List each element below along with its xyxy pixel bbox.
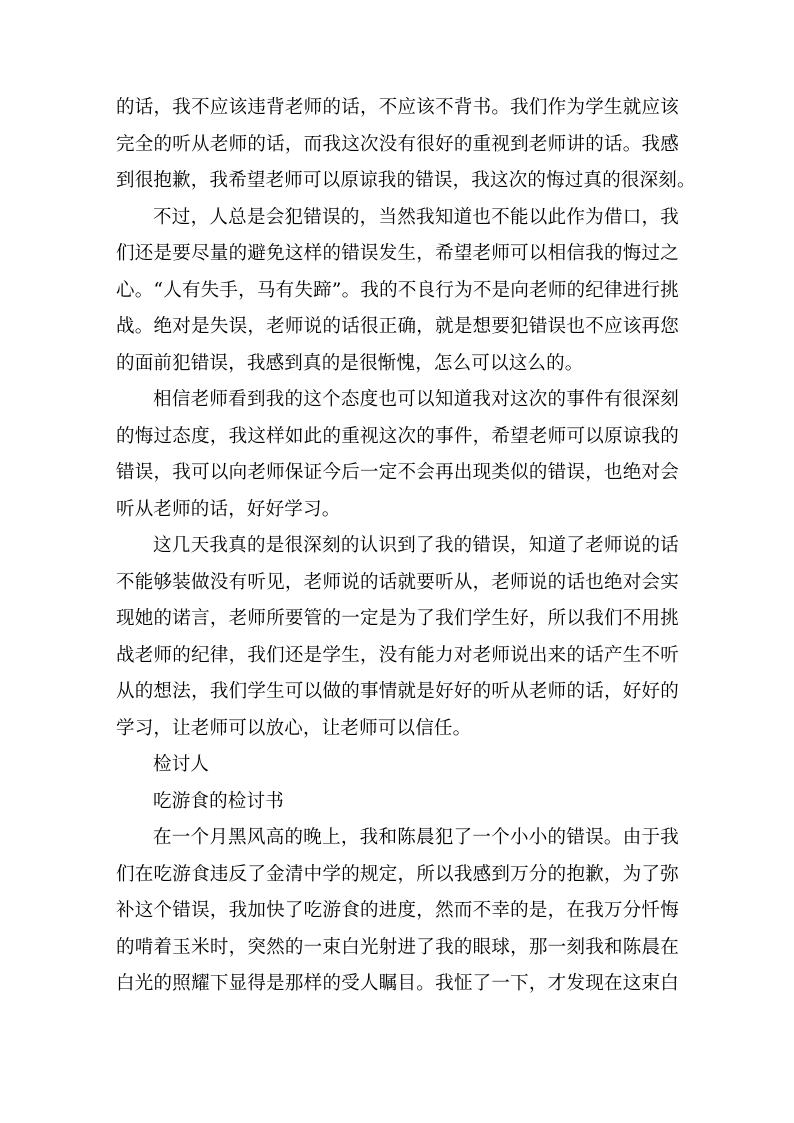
text-line: 错误，我可以向老师保证今后一定不会再出现类似的错误，也绝对会: [116, 462, 679, 483]
text-line: 现她的诺言，老师所要管的一定是为了我们学生好，所以我们不用挑: [116, 608, 679, 629]
document-page: [116, 90, 696, 1003]
paragraph-first-line: 不过，人总是会犯错误的，当然我知道也不能以此作为借口，我: [153, 206, 679, 228]
text-line: 的悔过态度，我这样如此的重视这次的事件，希望老师可以原谅我的: [116, 425, 679, 447]
text-line: 补这个错误，我加快了吃游食的进度，然而不幸的是，在我万分忏悔: [116, 900, 679, 921]
text-line: 的话，我不应该违背老师的话，不应该不背书。我们作为学生就应该: [116, 97, 679, 118]
section-title: 吃游食的检讨书: [153, 790, 284, 812]
paragraph-first-line: 相信老师看到我的这个态度也可以知道我对这次的事件有很深刻: [153, 389, 679, 410]
text-line: 战。绝对是失误，老师说的话很正确，就是想要犯错误也不应该再您: [116, 316, 679, 337]
paragraph-last-line: 的面前犯错误，我感到真的是很惭愧，怎么可以这么的。: [116, 352, 584, 374]
text-line: 完全的听从老师的话，而我这次没有很好的重视到老师讲的话。我感: [116, 133, 679, 155]
text-line: 到很抱歉，我希望老师可以原谅我的错误，我这次的悔过真的很深刻。: [116, 170, 696, 191]
text-line: 们还是要尽量的避免这样的错误发生，希望老师可以相信我的悔过之: [116, 243, 679, 264]
text-line: 心。“人有失手，马有失蹄”。我的不良行为不是向老师的纪律进行挑: [116, 279, 679, 301]
paragraph-first-line: 在一个月黑风高的晚上，我和陈晨犯了一个小小的错误。由于我: [153, 827, 679, 848]
text-line: 从的想法，我们学生可以做的事情就是好好的听从老师的话，好好的: [116, 681, 679, 702]
signature-label: 检讨人: [153, 754, 210, 775]
text-line: 不能够装做没有听见，老师说的话就要听从，老师说的话也绝对会实: [116, 571, 679, 593]
text-line: 白光的照耀下显得是那样的受人瞩目。我怔了一下，才发现在这束白: [116, 973, 679, 994]
text-line: 们在吃游食违反了金清中学的规定，所以我感到万分的抱歉，为了弥: [116, 863, 679, 885]
paragraph-last-line: 听从老师的话，好好学习。: [116, 498, 341, 520]
text-line: 的啃着玉米时，突然的一束白光射进了我的眼球，那一刻我和陈晨在: [116, 936, 679, 958]
text-line: 战老师的纪律，我们还是学生，没有能力对老师说出来的话产生不听: [116, 644, 679, 666]
paragraph-first-line: 这几天我真的是很深刻的认识到了我的错误，知道了老师说的话: [153, 535, 679, 556]
paragraph-last-line: 学习，让老师可以放心，让老师可以信任。: [116, 717, 472, 739]
